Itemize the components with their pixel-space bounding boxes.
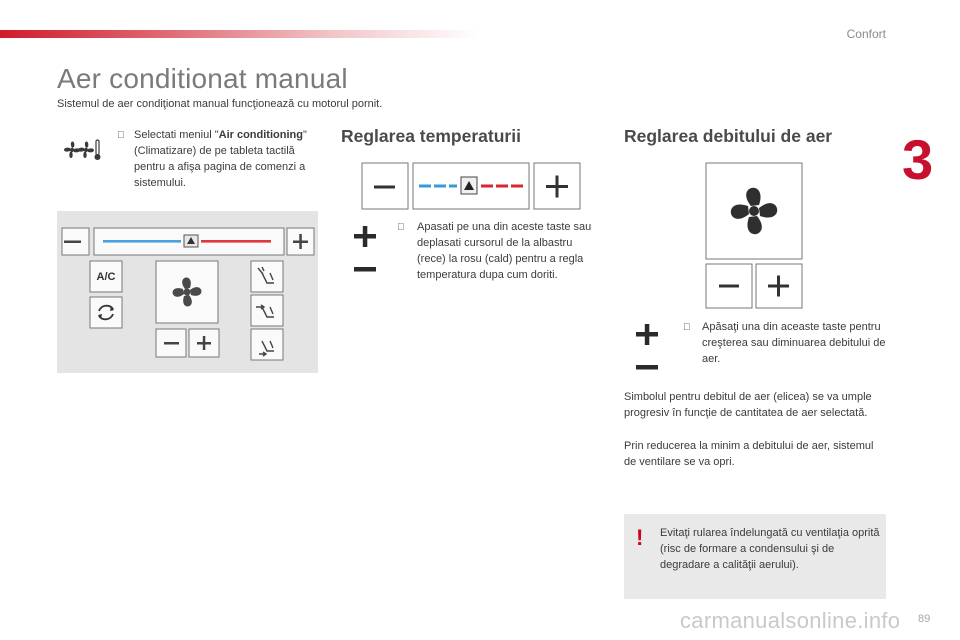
airflow-description: Simbolul pentru debitul de aer (elicea) se va umple progresiv în funcţie de cantitatea de aer selectată.	[624, 391, 872, 419]
temperature-text: Apasati pe una din aceste taste sau deplasati cursorul de la albastru (rece) la rosu (cald) pentru a regla temperatura dupa cum doriti.	[417, 221, 592, 281]
panel-feet-air-button[interactable]	[251, 329, 283, 360]
temperature-bullet	[397, 220, 405, 236]
panel-face-air-button[interactable]	[251, 295, 283, 326]
airflow-description-2: Prin reducerea la minim a debitului de aer, sistemul de ventilare se va opri.	[624, 440, 874, 468]
temp-plus-minus-icon	[352, 226, 380, 278]
select-menu-bullet	[117, 128, 127, 144]
airflow-bullet	[683, 320, 691, 336]
chapter-number: 3	[902, 128, 934, 191]
climate-panel-drawing	[57, 211, 318, 373]
airflow-controls	[705, 162, 803, 310]
warning-text: Evitaţi rularea îndelungată cu ventilaţia oprită (risc de formare a condensului şi de degradare a calităţii aerului).	[660, 527, 880, 571]
panel-windscreen-air-button[interactable]	[251, 261, 283, 292]
header-accent-bar	[0, 30, 480, 38]
minus-icon	[64, 241, 81, 244]
ac-label: A/C	[96, 271, 116, 283]
airflow-plus-minus-icon	[634, 324, 662, 376]
section-name: Confort	[846, 27, 886, 41]
intro-text: Sistemul de aer condiţionat manual funcţionează cu motorul pornit.	[57, 98, 383, 110]
airflow-text: Apăsaţi una din aceaste taste pentru creşterea sau diminuarea debitului de aer.	[702, 321, 886, 365]
warning-icon: !	[636, 525, 644, 550]
climate-menu-icon	[62, 138, 102, 162]
select-menu-text: Selectati meniul "Air conditioning" (Climatizare) de pe tableta tactilă pentru a afişa pagina de comenzi a sistemului.	[134, 129, 307, 189]
page-title: Aer conditionat manual	[57, 63, 348, 94]
panel-recirculation-button[interactable]	[90, 297, 122, 328]
airflow-heading: Reglarea debitului de aer	[624, 126, 833, 146]
page-number: 89	[918, 613, 931, 625]
temperature-controls	[361, 162, 581, 214]
temperature-heading: Reglarea temperaturii	[341, 126, 521, 146]
watermark: carmanualsonline.info	[680, 608, 901, 633]
